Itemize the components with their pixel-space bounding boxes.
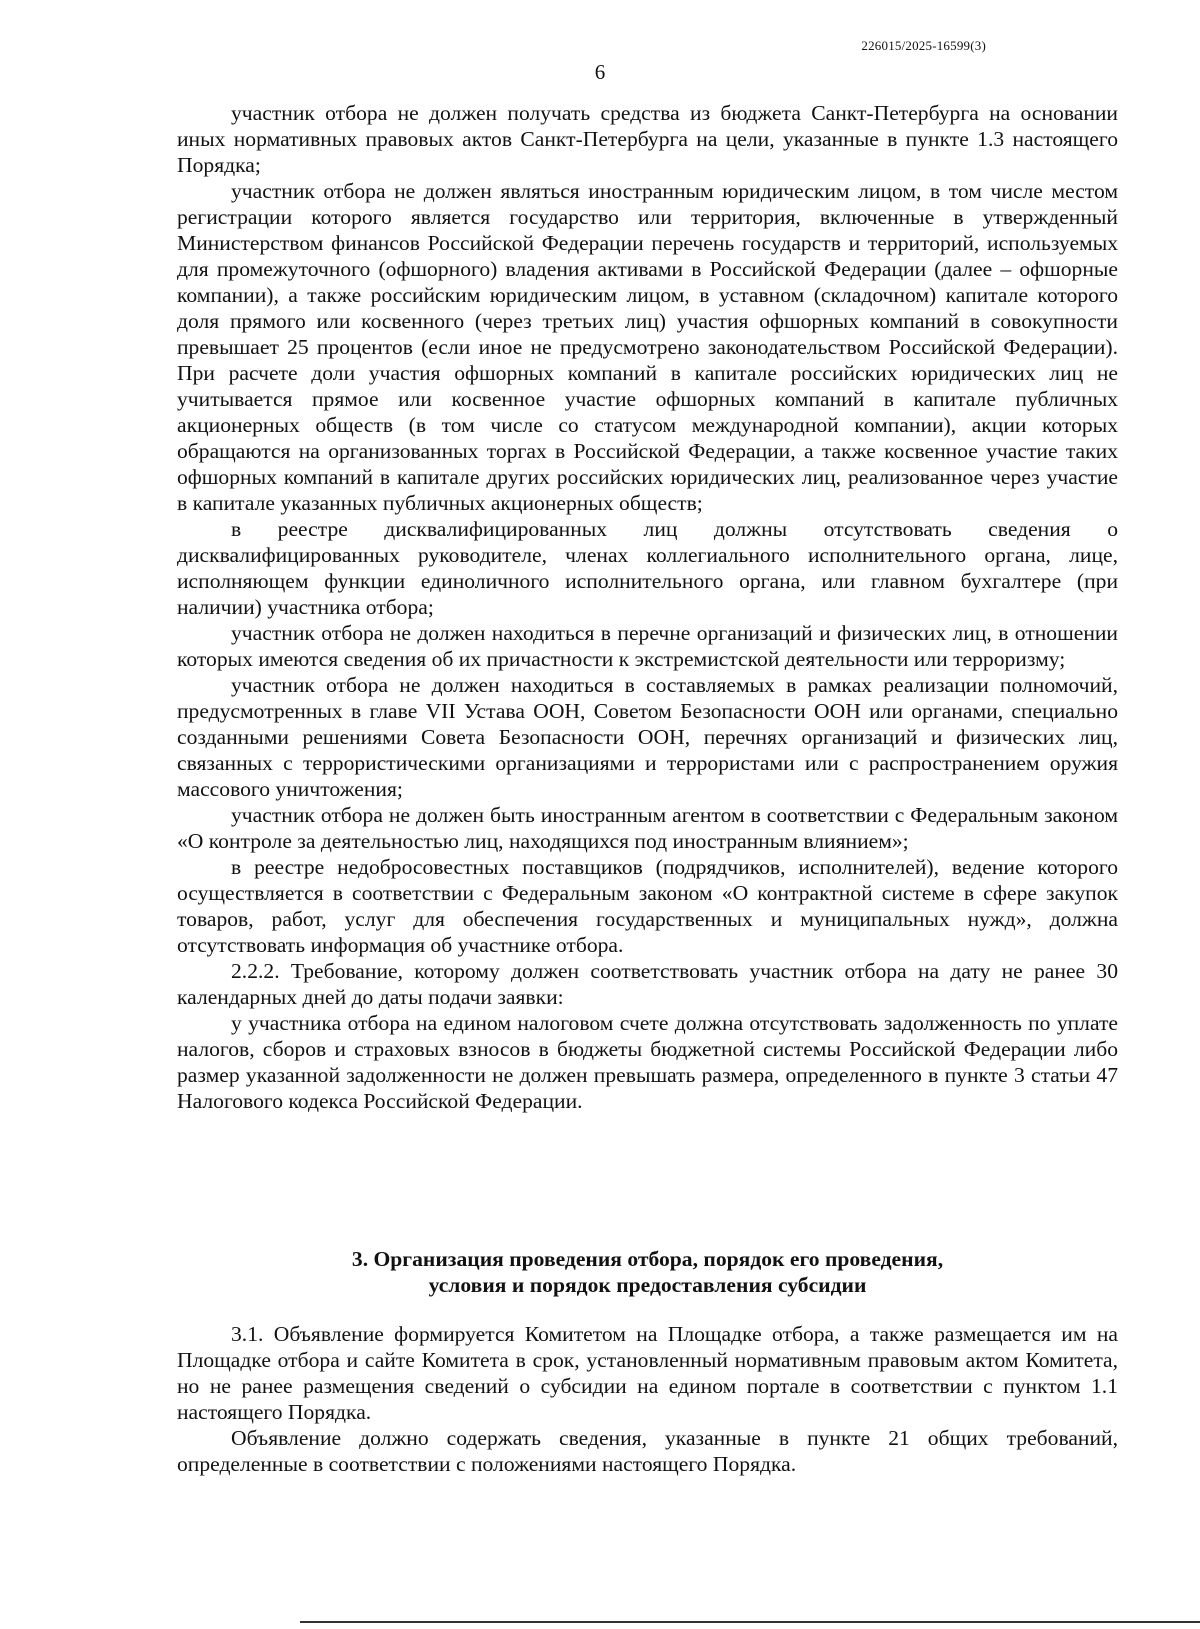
section-heading-line-1: 3. Организация проведения отбора, порядок его проведения,	[351, 1247, 944, 1271]
document-registration-number: 226015/2025-16599(3)	[861, 38, 986, 53]
paragraph-un-sanctions: участник отбора не должен находиться в составляемых в рамках реализации полномочий, предусмотренных в главе VII Устава ООН, Советом Безопасности ООН или органами, специально созданными решениями Совета Безопасности ООН, перечнях организаций и физических лиц, связанных с террористическими организациями и террористами или с распространением оружия массового уничтожения;	[177, 673, 1118, 801]
section-heading	[177, 1246, 1118, 1298]
paragraph-requirement-2-2-2: 2.2.2. Требование, которому должен соответствовать участник отбора на дату не ранее 30 календарных дней до даты подачи заявки:	[177, 959, 1118, 1009]
paragraph-disqualified-persons: в реестре дисквалифицированных лиц должны отсутствовать сведения о дисквалифицированных руководителе, членах коллегиального исполнительного органа, лице, исполняющем функции единоличного исполнительного органа, или главном бухгалтере (при наличии) участника отбора;	[177, 517, 1118, 619]
scan-edge-line	[300, 1621, 1200, 1623]
paragraph-tax-debt: у участника отбора на едином налоговом счете должна отсутствовать задолженность по уплате налогов, сборов и страховых взносов в бюджеты бюджетной системы Российской Федерации либо размер указанной задолженности не должен превышать размера, определенного в пункте 3 статьи 47 Налогового кодекса Российской Федерации.	[177, 1011, 1118, 1113]
paragraph-budget-funds: участник отбора не должен получать средства из бюджета Санкт-Петербурга на основании иных нормативных правовых актов Санкт-Петербурга на цели, указанные в пункте 1.3 настоящего Порядка;	[177, 101, 1118, 177]
paragraph-foreign-agent: участник отбора не должен быть иностранным агентом в соответствии с Федеральным законом «О контроле за деятельностью лиц, находящихся под иностранным влиянием»;	[177, 803, 1118, 853]
paragraph-extremism-list: участник отбора не должен находиться в перечне организаций и физических лиц, в отношении которых имеются сведения об их причастности к экстремистской деятельности или терроризму;	[177, 621, 1118, 671]
paragraph-offshore-companies: участник отбора не должен являться иностранным юридическим лицом, в том числе местом регистрации которого является государство или территория, включенные в утвержденный Министерством финансов Российской Федерации перечень государств и территорий, используемых для промежуточного (офшорного) владения активами в Российской Федерации (далее – офшорные компании), а также российским юридическим лицом, в уставном (складочном) капитале которого доля прямого или косвенного (через третьих лиц) участия офшорных компаний в совокупности превышает 25 процентов (если иное не предусмотрено законодательством Российской Федерации). При расчете доли участия офшорных компаний в капитале российских юридических лиц не учитывается прямое или косвенное участие офшорных компаний в капитале публичных акционерных обществ (в том числе со статусом международной компании), акции которых обращаются на организованных торгах в Российской Федерации, а также косвенное участие таких офшорных компаний в капитале других российских юридических лиц, реализованное через участие в капитале указанных публичных акционерных обществ;	[177, 179, 1118, 515]
section-body	[177, 1321, 1118, 1477]
section-heading-line-2: условия и порядок предоставления субсидии	[428, 1273, 867, 1297]
document-body	[177, 100, 1118, 1114]
page-number: 6	[594, 60, 606, 84]
paragraph-3-1: 3.1. Объявление формируется Комитетом на Площадке отбора, а также размещается им на Площадке отбора и сайте Комитета в срок, установленный нормативным правовым актом Комитета, но не ранее размещения сведений о субсидии на едином портале в соответствии с пунктом 1.1 настоящего Порядка.	[177, 1322, 1118, 1424]
paragraph-announcement-content: Объявление должно содержать сведения, указанные в пункте 21 общих требований, определенные в соответствии с положениями настоящего Порядка.	[177, 1426, 1118, 1476]
paragraph-unfair-suppliers: в реестре недобросовестных поставщиков (подрядчиков, исполнителей), ведение которого осуществляется в соответствии с Федеральным законом «О контрактной системе в сфере закупок товаров, работ, услуг для обеспечения государственных и муниципальных нужд», должна отсутствовать информация об участнике отбора.	[177, 855, 1118, 957]
